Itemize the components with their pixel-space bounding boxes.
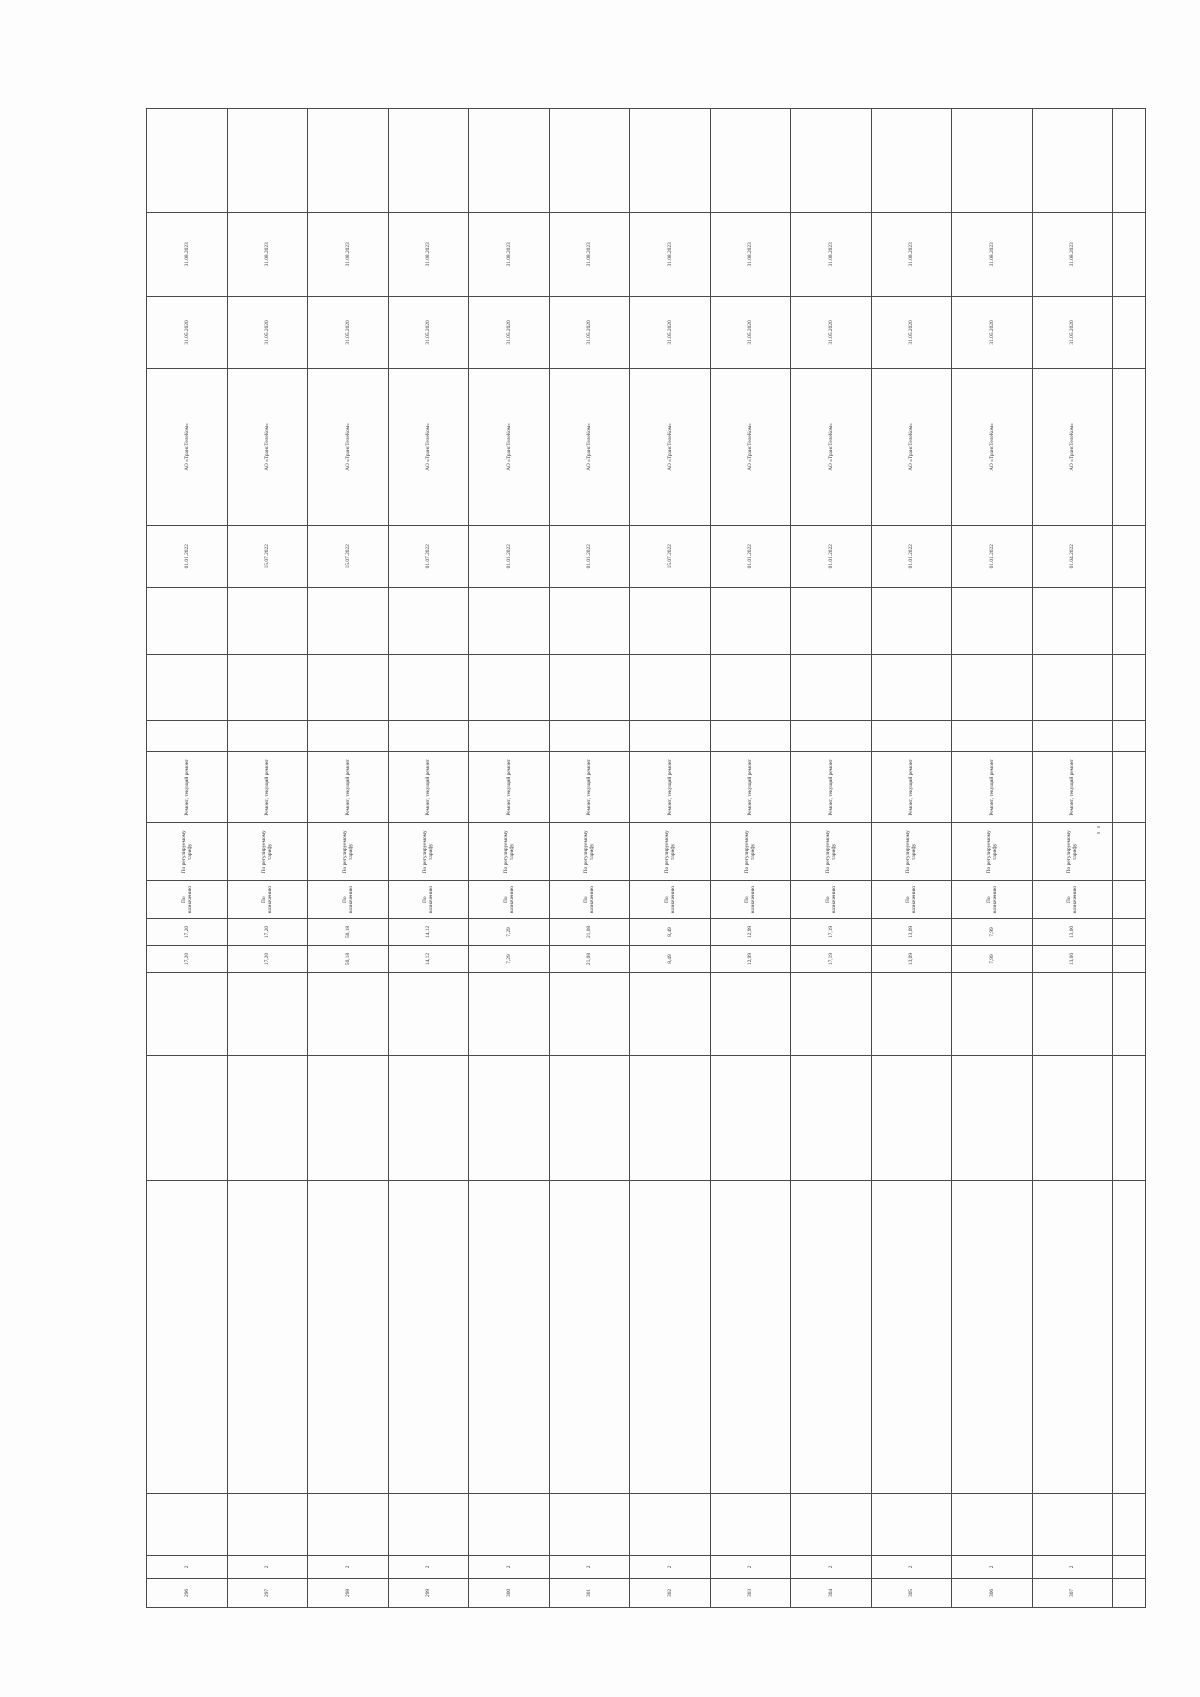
end-date: 31.08.2023 — [308, 213, 389, 296]
use-cell: По регулируемому тарифу — [952, 823, 1033, 881]
start-date: 31.05.2020 — [952, 296, 1033, 369]
basis-cell: Ремонт, текущий ремонт — [308, 752, 389, 823]
small-code-cell — [227, 721, 308, 752]
length-value: 12,99 — [710, 946, 791, 973]
end-date: 31.08.2023 — [871, 213, 952, 296]
purpose-cell — [791, 587, 872, 654]
status-cell: По назначению — [308, 881, 389, 918]
status-cell: По назначению — [147, 881, 228, 918]
organization-cell: АО «ТрансТелеКом» — [147, 369, 228, 525]
boundary-cell — [1032, 973, 1113, 1056]
organization-cell: АО «ТрансТелеКом» — [308, 369, 389, 525]
condition-cell — [630, 654, 711, 721]
condition-cell — [952, 654, 1033, 721]
status-cell: По назначению — [549, 881, 630, 918]
object-name-cell — [469, 1493, 550, 1555]
start-date: 31.05.2020 — [469, 296, 550, 369]
row-number: 302 — [630, 1578, 711, 1607]
basis-cell: Ремонт, текущий ремонт — [952, 752, 1033, 823]
status-cell: По назначению — [871, 881, 952, 918]
small-code-cell — [1032, 721, 1113, 752]
condition-cell — [1032, 654, 1113, 721]
object-name-cell — [791, 1493, 872, 1555]
length-value: 17,19 — [791, 946, 872, 973]
description-cell — [710, 1056, 791, 1181]
end-date: 31.08.2023 — [227, 213, 308, 296]
area-value: 14,12 — [388, 918, 469, 945]
purpose-cell — [549, 587, 630, 654]
boundary-cell — [469, 973, 550, 1056]
organization-cell: АО «ТрансТелеКом» — [1032, 369, 1113, 525]
boundary-cell — [791, 973, 872, 1056]
length-value: 13,09 — [871, 946, 952, 973]
row-number: 301 — [549, 1578, 630, 1607]
description-cell — [388, 1056, 469, 1181]
notes-cell — [549, 109, 630, 213]
small-code-cell — [147, 721, 228, 752]
notes-cell — [308, 109, 389, 213]
empty-cell — [1113, 213, 1146, 296]
table-row — [791, 109, 872, 1608]
empty-cell — [1113, 1056, 1146, 1181]
row-number: 306 — [952, 1578, 1033, 1607]
row-index: 2 — [710, 1555, 791, 1578]
length-value: 13,00 — [1032, 946, 1113, 973]
address-cell — [147, 1181, 228, 1493]
row-index: 2 — [147, 1555, 228, 1578]
use-cell: По регулируемому тарифу — [147, 823, 228, 881]
condition-cell — [791, 654, 872, 721]
purpose-cell — [147, 587, 228, 654]
basis-cell: Ремонт, текущий ремонт — [549, 752, 630, 823]
empty-cell — [1113, 109, 1146, 213]
condition-cell — [147, 654, 228, 721]
purpose-cell — [710, 587, 791, 654]
description-cell — [871, 1056, 952, 1181]
status-cell: По назначению — [388, 881, 469, 918]
length-value: 50,18 — [308, 946, 389, 973]
start-date: 31.05.2020 — [227, 296, 308, 369]
table-row — [952, 109, 1033, 1608]
boundary-cell — [227, 973, 308, 1056]
row-index: 2 — [549, 1555, 630, 1578]
purpose-cell — [469, 587, 550, 654]
empty-cell — [1113, 1181, 1146, 1493]
table-row — [710, 109, 791, 1608]
purpose-cell — [1032, 587, 1113, 654]
description-cell — [952, 1056, 1033, 1181]
purpose-cell — [630, 587, 711, 654]
row-number: 300 — [469, 1578, 550, 1607]
organization-cell: АО «ТрансТелеКом» — [469, 369, 550, 525]
object-name-cell — [308, 1493, 389, 1555]
notes-cell — [710, 109, 791, 213]
small-code-cell — [952, 721, 1033, 752]
rotated-table-wrapper — [146, 108, 1146, 1608]
empty-cell — [1113, 823, 1146, 881]
boundary-cell — [549, 973, 630, 1056]
table-row — [227, 109, 308, 1608]
end-date: 31.08.2023 — [388, 213, 469, 296]
area-value: 17,20 — [227, 918, 308, 945]
description-cell — [469, 1056, 550, 1181]
purpose-cell — [952, 587, 1033, 654]
use-cell: По регулируемому тарифу — [1032, 823, 1113, 881]
reg-date: 15.07.2022 — [227, 525, 308, 587]
use-cell: По регулируемому тарифу — [308, 823, 389, 881]
reg-date: 01.07.2022 — [388, 525, 469, 587]
description-cell — [630, 1056, 711, 1181]
notes-cell — [227, 109, 308, 213]
use-cell: По регулируемому тарифу — [791, 823, 872, 881]
length-value: 21,08 — [549, 946, 630, 973]
start-date: 31.05.2020 — [630, 296, 711, 369]
empty-cell — [1113, 1578, 1146, 1607]
use-cell: По регулируемому тарифу — [710, 823, 791, 881]
object-name-cell — [871, 1493, 952, 1555]
use-cell: По регулируемому тарифу — [388, 823, 469, 881]
table-row — [388, 109, 469, 1608]
row-number: 304 — [791, 1578, 872, 1607]
boundary-cell — [388, 973, 469, 1056]
condition-cell — [388, 654, 469, 721]
object-name-cell — [147, 1493, 228, 1555]
use-cell: По регулируемому тарифу — [227, 823, 308, 881]
end-date: 31.08.2023 — [630, 213, 711, 296]
condition-cell — [871, 654, 952, 721]
status-cell: По назначению — [227, 881, 308, 918]
boundary-cell — [308, 973, 389, 1056]
address-cell — [952, 1181, 1033, 1493]
address-cell — [549, 1181, 630, 1493]
condition-cell — [308, 654, 389, 721]
basis-cell: Ремонт, текущий ремонт — [147, 752, 228, 823]
small-code-cell — [630, 721, 711, 752]
row-index: 2 — [871, 1555, 952, 1578]
small-code-cell — [791, 721, 872, 752]
empty-cell — [1113, 721, 1146, 752]
basis-cell: Ремонт, текущий ремонт — [791, 752, 872, 823]
start-date: 31.05.2020 — [388, 296, 469, 369]
length-value: 7,29 — [469, 946, 550, 973]
start-date: 31.05.2020 — [308, 296, 389, 369]
empty-row — [1113, 109, 1146, 1608]
use-cell: По регулируемому тарифу — [549, 823, 630, 881]
purpose-cell — [227, 587, 308, 654]
organization-cell: АО «ТрансТелеКом» — [630, 369, 711, 525]
row-number: 299 — [388, 1578, 469, 1607]
end-date: 31.08.2023 — [147, 213, 228, 296]
notes-cell — [952, 109, 1033, 213]
start-date: 31.05.2020 — [710, 296, 791, 369]
basis-cell: Ремонт, текущий ремонт — [871, 752, 952, 823]
area-value: 50,18 — [308, 918, 389, 945]
purpose-cell — [871, 587, 952, 654]
end-date: 31.08.2023 — [469, 213, 550, 296]
address-cell — [227, 1181, 308, 1493]
status-cell: По назначению — [630, 881, 711, 918]
condition-cell — [227, 654, 308, 721]
small-code-cell — [388, 721, 469, 752]
object-name-cell — [549, 1493, 630, 1555]
notes-cell — [1032, 109, 1113, 213]
length-value: 7,99 — [952, 946, 1033, 973]
row-index: 2 — [952, 1555, 1033, 1578]
table-row — [469, 109, 550, 1608]
description-cell — [227, 1056, 308, 1181]
object-name-cell — [952, 1493, 1033, 1555]
start-date: 31.05.2020 — [147, 296, 228, 369]
row-index: 2 — [630, 1555, 711, 1578]
status-cell: По назначению — [791, 881, 872, 918]
small-code-cell — [469, 721, 550, 752]
boundary-cell — [147, 973, 228, 1056]
area-value: 8,49 — [630, 918, 711, 945]
reg-date: 01.04.2022 — [1032, 525, 1113, 587]
reg-date: 01.01.2022 — [549, 525, 630, 587]
row-index: 2 — [469, 1555, 550, 1578]
notes-cell — [630, 109, 711, 213]
basis-cell: Ремонт, текущий ремонт — [710, 752, 791, 823]
empty-cell — [1113, 752, 1146, 823]
table-row — [630, 109, 711, 1608]
table-row — [1032, 109, 1113, 1608]
start-date: 31.05.2020 — [1032, 296, 1113, 369]
start-date: 31.05.2020 — [871, 296, 952, 369]
area-value: 17,19 — [791, 918, 872, 945]
end-date: 31.08.2023 — [791, 213, 872, 296]
object-name-cell — [227, 1493, 308, 1555]
condition-cell — [549, 654, 630, 721]
empty-cell — [1113, 946, 1146, 973]
status-cell: По назначению — [469, 881, 550, 918]
rotated-table — [146, 108, 1146, 1608]
boundary-cell — [871, 973, 952, 1056]
address-cell — [630, 1181, 711, 1493]
table-row — [549, 109, 630, 1608]
empty-cell — [1113, 973, 1146, 1056]
organization-cell: АО «ТрансТелеКом» — [791, 369, 872, 525]
basis-cell: Ремонт, текущий ремонт — [1032, 752, 1113, 823]
address-cell — [1032, 1181, 1113, 1493]
row-index: 2 — [308, 1555, 389, 1578]
length-value: 14,12 — [388, 946, 469, 973]
purpose-cell — [308, 587, 389, 654]
row-index: 2 — [388, 1555, 469, 1578]
small-code-cell — [710, 721, 791, 752]
small-code-cell — [308, 721, 389, 752]
use-cell: По регулируемому тарифу — [630, 823, 711, 881]
basis-cell: Ремонт, текущий ремонт — [227, 752, 308, 823]
empty-cell — [1113, 587, 1146, 654]
notes-cell — [388, 109, 469, 213]
empty-cell — [1113, 1555, 1146, 1578]
area-value: 12,99 — [710, 918, 791, 945]
notes-cell — [469, 109, 550, 213]
address-cell — [871, 1181, 952, 1493]
object-name-cell — [630, 1493, 711, 1555]
empty-cell — [1113, 525, 1146, 587]
reg-date: 01.01.2022 — [147, 525, 228, 587]
end-date: 31.08.2023 — [1032, 213, 1113, 296]
address-cell — [308, 1181, 389, 1493]
status-cell: По назначению — [710, 881, 791, 918]
area-value: 13,00 — [1032, 918, 1113, 945]
address-cell — [791, 1181, 872, 1493]
end-date: 31.08.2023 — [549, 213, 630, 296]
empty-cell — [1113, 296, 1146, 369]
row-index: 2 — [791, 1555, 872, 1578]
small-code-cell — [871, 721, 952, 752]
empty-cell — [1113, 1493, 1146, 1555]
reg-date: 01.01.2022 — [710, 525, 791, 587]
empty-cell — [1113, 654, 1146, 721]
condition-cell — [469, 654, 550, 721]
reg-date: 15.07.2022 — [308, 525, 389, 587]
notes-cell — [871, 109, 952, 213]
reg-date: 01.01.2022 — [871, 525, 952, 587]
table-row — [871, 109, 952, 1608]
description-cell — [308, 1056, 389, 1181]
organization-cell: АО «ТрансТелеКом» — [549, 369, 630, 525]
length-value: 8,49 — [630, 946, 711, 973]
condition-cell — [710, 654, 791, 721]
row-number: 307 — [1032, 1578, 1113, 1607]
description-cell — [147, 1056, 228, 1181]
area-value: 17,20 — [147, 918, 228, 945]
area-value: 7,99 — [952, 918, 1033, 945]
organization-cell: АО «ТрансТелеКом» — [871, 369, 952, 525]
description-cell — [1032, 1056, 1113, 1181]
area-value: 7,29 — [469, 918, 550, 945]
reg-date: 01.01.2022 — [952, 525, 1033, 587]
start-date: 31.05.2020 — [791, 296, 872, 369]
row-index: 2 — [1032, 1555, 1113, 1578]
basis-cell: Ремонт, текущий ремонт — [469, 752, 550, 823]
organization-cell: АО «ТрансТелеКом» — [710, 369, 791, 525]
reg-date: 01.01.2022 — [791, 525, 872, 587]
boundary-cell — [630, 973, 711, 1056]
reg-date: 01.01.2022 — [469, 525, 550, 587]
organization-cell: АО «ТрансТелеКом» — [952, 369, 1033, 525]
organization-cell: АО «ТрансТелеКом» — [227, 369, 308, 525]
length-value: 17,20 — [227, 946, 308, 973]
registry-table — [146, 108, 1146, 1608]
notes-cell — [147, 109, 228, 213]
empty-cell — [1113, 881, 1146, 918]
use-cell: По регулируемому тарифу — [871, 823, 952, 881]
object-name-cell — [1032, 1493, 1113, 1555]
row-index: 2 — [227, 1555, 308, 1578]
address-cell — [469, 1181, 550, 1493]
row-number: 297 — [227, 1578, 308, 1607]
end-date: 31.08.2023 — [710, 213, 791, 296]
address-cell — [710, 1181, 791, 1493]
reg-date: 15.07.2022 — [630, 525, 711, 587]
basis-cell: Ремонт, текущий ремонт — [630, 752, 711, 823]
area-value: 13,09 — [871, 918, 952, 945]
description-cell — [791, 1056, 872, 1181]
boundary-cell — [952, 973, 1033, 1056]
organization-cell: АО «ТрансТелеКом» — [388, 369, 469, 525]
basis-cell: Ремонт, текущий ремонт — [388, 752, 469, 823]
row-number: 303 — [710, 1578, 791, 1607]
object-name-cell — [388, 1493, 469, 1555]
start-date: 31.05.2020 — [549, 296, 630, 369]
status-cell: По назначению — [1032, 881, 1113, 918]
status-cell: По назначению — [952, 881, 1033, 918]
object-name-cell — [710, 1493, 791, 1555]
end-date: 31.08.2023 — [952, 213, 1033, 296]
row-number: 305 — [871, 1578, 952, 1607]
notes-cell — [791, 109, 872, 213]
row-number: 296 — [147, 1578, 228, 1607]
small-code-cell — [549, 721, 630, 752]
empty-cell — [1113, 369, 1146, 525]
area-value: 21,08 — [549, 918, 630, 945]
address-cell — [388, 1181, 469, 1493]
empty-cell — [1113, 918, 1146, 945]
table-row — [147, 109, 228, 1608]
table-row — [308, 109, 389, 1608]
row-number: 298 — [308, 1578, 389, 1607]
length-value: 17,20 — [147, 946, 228, 973]
use-cell: По регулируемому тарифу — [469, 823, 550, 881]
description-cell — [549, 1056, 630, 1181]
boundary-cell — [710, 973, 791, 1056]
purpose-cell — [388, 587, 469, 654]
